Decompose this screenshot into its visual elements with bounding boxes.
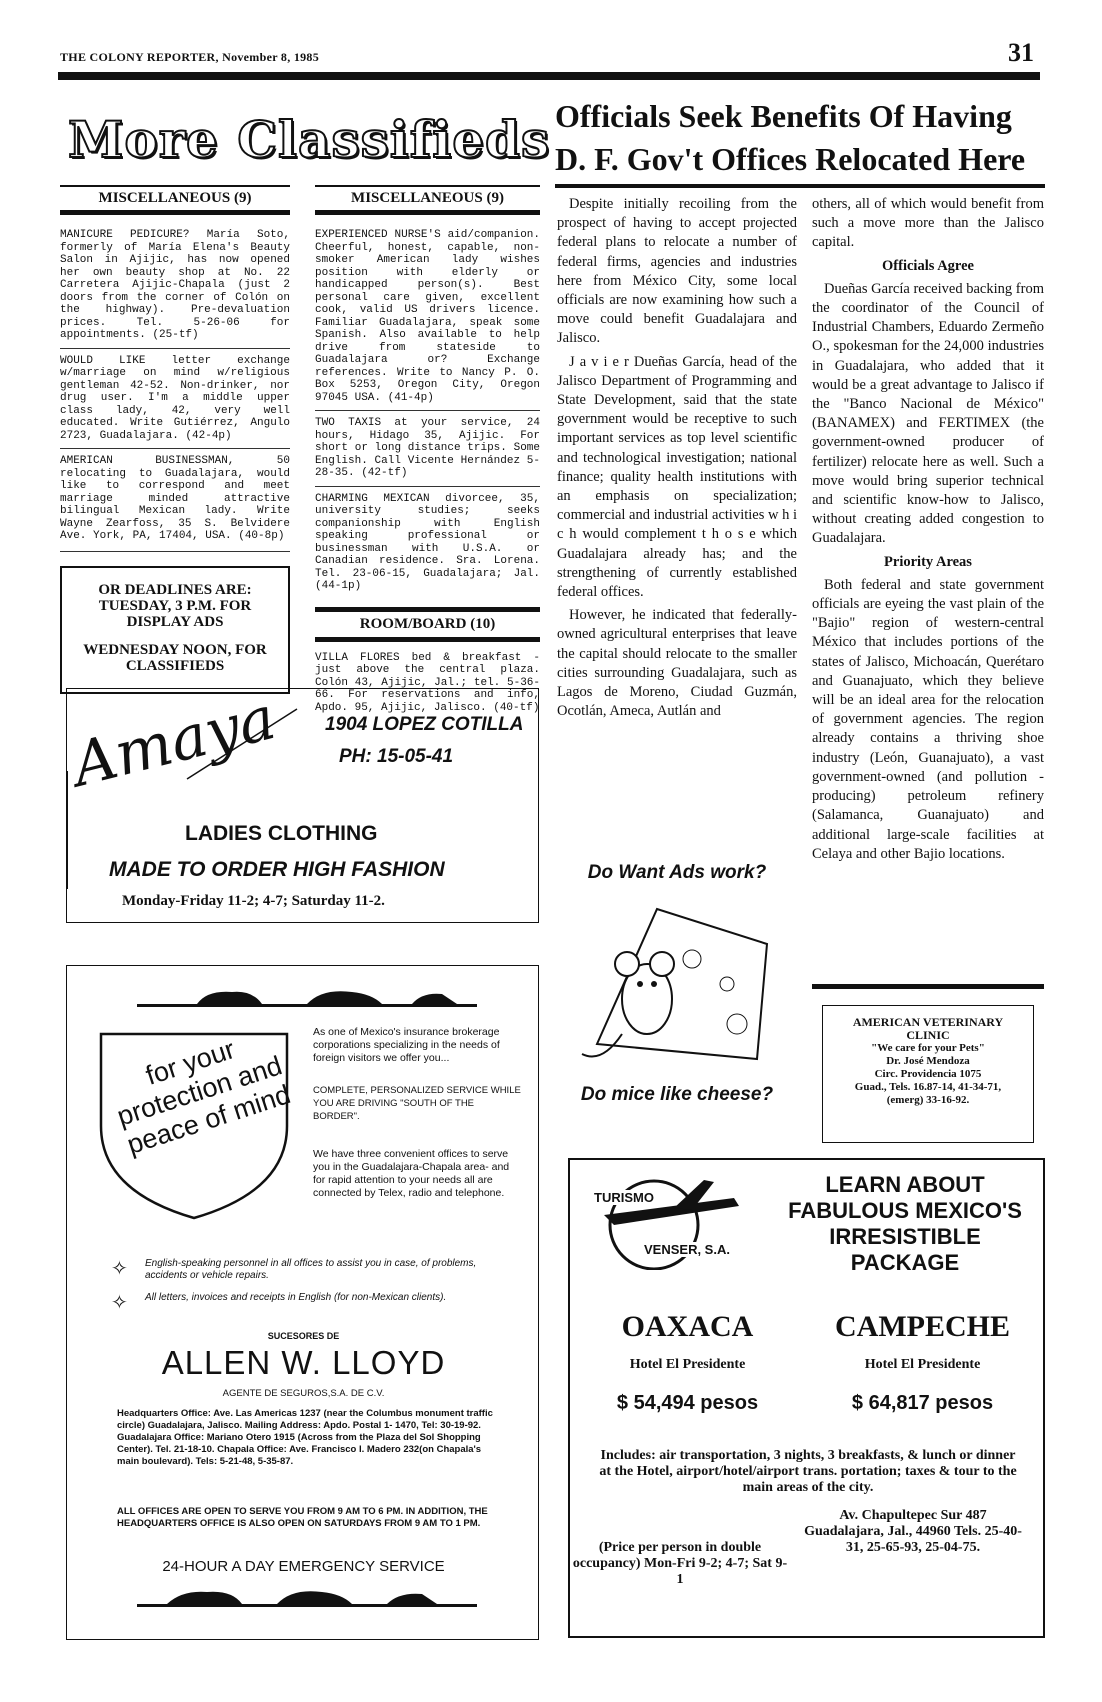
deadlines-box [60, 566, 290, 694]
tour-hotel-1: Hotel El Presidente [629, 1357, 746, 1372]
amaya-line-1: LADIES CLOTHING [185, 822, 378, 845]
tour-includes: Includes: air transportation, 3 nights, 3 breakfasts, & lunch or dinner at the Hotel, airport/hotel/airport trans. portation; taxes & tour to the main areas of the city. [599, 1448, 1017, 1495]
car-border-icon [137, 986, 477, 1014]
article-column-b: others, all of which would benefit from such a move more than the Jalisco capital. Officials Agree Dueñas García received backing from the coordinator of the Council of Industrial Chambers, Eduardo Zermeño O., spokesman for the 24,000 industries in Guadalajara, who added that it would be a great advantage to Jalisco if the "Banco Nacional de México" (BANAMEX) and FERTIMEX (the government-owned producer of fertilizer) relocate here as well. Such a move would bring superior technical and scientific know-how to Jalisco, without creating added congestion to Guadalajara. Priority Areas Both federal and state government officials are eyeing the vast plain of the "Bajio" region of western-central México that includes portions of the states of Jalisco, Michoacán, Querétaro and Guanajuato, which they believe will be an ideal area for the relocation of government agencies. The region already contains a thriving shoe industry (León, Guanajuato), a vast government-owned (and pollution - producing) petroleum refinery (Salamanca, Guanajuato) and additional large-scale facilities at Celaya and other Bajio locations. [812, 196, 1044, 862]
column-2-header: MISCELLANEOUS (9) [351, 190, 504, 206]
tour-headline: LEARN ABOUT FABULOUS MEXICO'S IRRESISTIBLE PACKAGE [788, 1172, 1022, 1275]
tour-price-1: $ 54,494 pesos [616, 1392, 759, 1414]
cheese-ad-bottom: Do mice like cheese? [580, 1084, 774, 1105]
cheese-ad [562, 850, 792, 1140]
tour-logo-1: TURISMO [594, 1190, 654, 1205]
lloyd-offices-intro: We have three convenient offices to serve you in the Guadalajara-Chapala area- and for rapid attention to your needs all are connected by Telex, radio and telephone. [313, 1148, 510, 1199]
room-board-header: ROOM/BOARD (10) [359, 615, 496, 632]
lloyd-intro: As one of Mexico's insurance brokerage corporations specializing in the needs of foreign visitors we offer you... [313, 1026, 500, 1064]
classified-ad: CHARMING MEXICAN divorcee, 35, university studies; seeks companionship with English speaking professional or businessman with U.S.A. or Canadian residence. Sra. Lorena. Tel. 23-06-15, Guadalajara; Jal. (44-1p) [315, 492, 540, 592]
subhead-officials-agree: Officials Agree [882, 257, 974, 274]
amaya-address: 1904 LOPEZ COTILLA [325, 714, 524, 735]
vet-slogan: "We care for your Pets" [871, 1042, 985, 1054]
tour-address: Av. Chapultepec Sur 487 Guadalajara, Jal., 44960 Tels. 25-40-31, 25-65-93, 25-04-75. [804, 1508, 1022, 1555]
tour-package-ad [568, 1158, 1045, 1638]
classifieds-column-2 [315, 185, 540, 714]
lloyd-service: COMPLETE, PERSONALIZED SERVICE WHILE YOU ARE DRIVING "SOUTH OF THE BORDER". [313, 1085, 521, 1122]
column-1-header: MISCELLANEOUS (9) [98, 190, 252, 206]
tour-hotel-2: Hotel El Presidente [864, 1357, 981, 1372]
lloyd-bullet-2: All letters, invoices and receipts in English (for non-Mexican clients). [145, 1292, 447, 1303]
classified-ad: TWO TAXIS at your service, 24 hours, Hidago 35, Ajijic. For short or long distance trips. Some English. Call Vicente Hernández 5-28-35. (42-tf) [315, 417, 540, 479]
classified-ad: EXPERIENCED NURSE'S aid/companion. Cheerful, honest, capable, non-smoker American lady wishes position with elderly or handicapped person(s). Best personal care given, excellent cook, valid US drivers licence. Familiar Guadalajara, speak some Spanish. Also available to help drive from stateside to Guadalajara or? Exchange references. Write to Nancy P. O. Box 5253, Oregon City, Oregon 97045 USA. (41-4p) [315, 229, 540, 404]
lloyd-bullet-1: English-speaking personnel in all offices to assist you in case, of problems, accidents or vehicle repairs. [145, 1258, 477, 1281]
publication-line: THE COLONY REPORTER, November 8, 1985 [60, 50, 320, 64]
lloyd-agent: AGENTE DE SEGUROS,S.A. DE C.V. [222, 1388, 385, 1399]
cheese-ad-top: Do Want Ads work? [587, 862, 767, 883]
vet-emergency: (emerg) 33-16-92. [886, 1094, 970, 1106]
mouse-cheese-icon [562, 884, 792, 1084]
masthead-rule [58, 72, 1040, 80]
tour-price-note: (Price per person in double occupancy) Mon-Fri 9-2; 4-7; Sat 9-1 [572, 1540, 788, 1587]
subhead-priority-areas: Priority Areas [884, 553, 972, 570]
vet-address: Circ. Providencia 1075 [874, 1068, 982, 1080]
amaya-line-2: MADE TO ORDER HIGH FASHION [109, 858, 445, 881]
classified-ad: MANICURE PEDICURE? María Soto, formerly of María Elena's Beauty Salon in Ajijic, has now opened her own beauty shop at No. 22 Carretera Ajijic-Chapala (just 2 doors from the corner of Colón on the highway). Pre-devaluation prices. Tel. 5-26-06 for appointments. (25-tf) [60, 229, 290, 341]
deadline-display: OR DEADLINES ARE: TUESDAY, 3 P.M. FOR DISPLAY ADS [98, 581, 252, 630]
lloyd-hours: ALL OFFICES ARE OPEN TO SERVE YOU FROM 9 AM TO 6 PM. IN ADDITION, THE HEADQUARTERS OFFICE IS ALSO OPEN ON SATURDAYS FROM 9 AM TO 1 PM. [117, 1506, 488, 1529]
amaya-ad [65, 683, 539, 923]
shield-text: for your protection and peace of mind [113, 1034, 295, 1161]
classified-ad: AMERICAN BUSINESSMAN, 50 relocating to Guadalajara, would like to correspond and meet marriage minded attractive bilingual Mexican lady. Write Wayne Zearfoss, 35 S. Belvidere Ave. York, PA, 17404, USA. (40-8p) [60, 455, 290, 542]
vet-name: AMERICAN VETERINARY CLINIC [852, 1015, 1004, 1042]
page-number: 31 [1008, 38, 1034, 67]
amaya-hours: Monday-Friday 11-2; 4-7; Saturday 11-2. [122, 893, 385, 909]
deadline-classifieds: WEDNESDAY NOON, FOR CLASSIFIEDS [83, 641, 267, 674]
amaya-phone: PH: 15-05-41 [339, 746, 454, 767]
star-bullet-icon: ✧ [111, 1256, 128, 1280]
lloyd-office-list: Headquarters Office: Ave. Las Americas 1237 (near the Columbus monument traffic circle) Guadalajara, Jalisco. Mailing Address: Apdo. Postal 1- 1470, Tel: 30-19-92. Guadalajara Office: Mariano Otero 1915 (Across from the Plaza del Sol Shopping Center). Tel. 21-18-10. Chapala Office: Ave. Francisco I. Madero 232(on Chapala's main boulevard). Tels: 5-21-48, 5-35-87. [117, 1408, 493, 1467]
lloyd-insurance-ad [66, 965, 539, 1640]
tour-price-2: $ 64,817 pesos [851, 1392, 994, 1414]
classifieds-column-1 [60, 185, 290, 694]
star-bullet-icon: ✧ [111, 1290, 128, 1314]
tour-city-1: OAXACA [621, 1310, 754, 1343]
classified-ad: VILLA FLORES bed & breakfast - just above the central plaza. Colón 43, Ajijic, Jal.; tel. 5-36-66. For reservations and info, Apdo. 95, Ajijic, Jalisco. (40-tf) [315, 651, 540, 714]
article-column-a: Despite initially recoiling from the prospect of having to accept projected federal plans to relocate a number of federal firms, agencies and industries here from México City, some local officials are now examining how such a move could benefit Guadalajara and Jalisco. J a v i e r Dueñas García, head of the Jalisco Department of Programming and State Development, said that the state government would be receptive to such important services as top level scientific and technological investigation; national finance; quality health institutions with an emphasis on specialization; commercial and industrial activities w h i c h would complement t h o s e which Guadalajara already has; and the strengthening of currently established federal offices. However, he indicated that federally-owned agricultural enterprises that leave the capital should relocate to the smaller cities surrounding Guadalajara, such as Lagos de Moreno, Ciudad Guzmán, Ocotlán, Ameca, Autlán and [557, 196, 797, 720]
vet-ad [822, 1005, 1034, 1143]
section-title: More Classifieds [68, 110, 551, 169]
vet-doctor: Dr. José Mendoza [886, 1055, 970, 1067]
tour-city-2: CAMPECHE [835, 1310, 1010, 1343]
vet-city-tel: Guad., Tels. 16.87-14, 41-34-71, [854, 1081, 1002, 1093]
lloyd-name: ALLEN W. LLOYD [161, 1344, 446, 1381]
lloyd-emergency: 24-HOUR A DAY EMERGENCY SERVICE [162, 1558, 445, 1575]
car-border-icon [137, 1586, 477, 1612]
amaya-logo: Amaya [65, 683, 283, 801]
article-headline: Officials Seek Benefits Of Having D. F. Gov't Offices Relocated Here [555, 98, 1026, 177]
classified-ad: WOULD LIKE letter exchange w/marriage on mind w/religious gentleman 42-52. Non-drinker, nor drug user. I'm a middle upper class lady, 42, very well educated. Write Gutiérrez, Angulo 2723, Guadalajara. (42-4p) [60, 354, 290, 442]
tour-logo-2: VENSER, S.A. [644, 1242, 730, 1257]
lloyd-successors: SUCESORES DE [267, 1331, 340, 1341]
